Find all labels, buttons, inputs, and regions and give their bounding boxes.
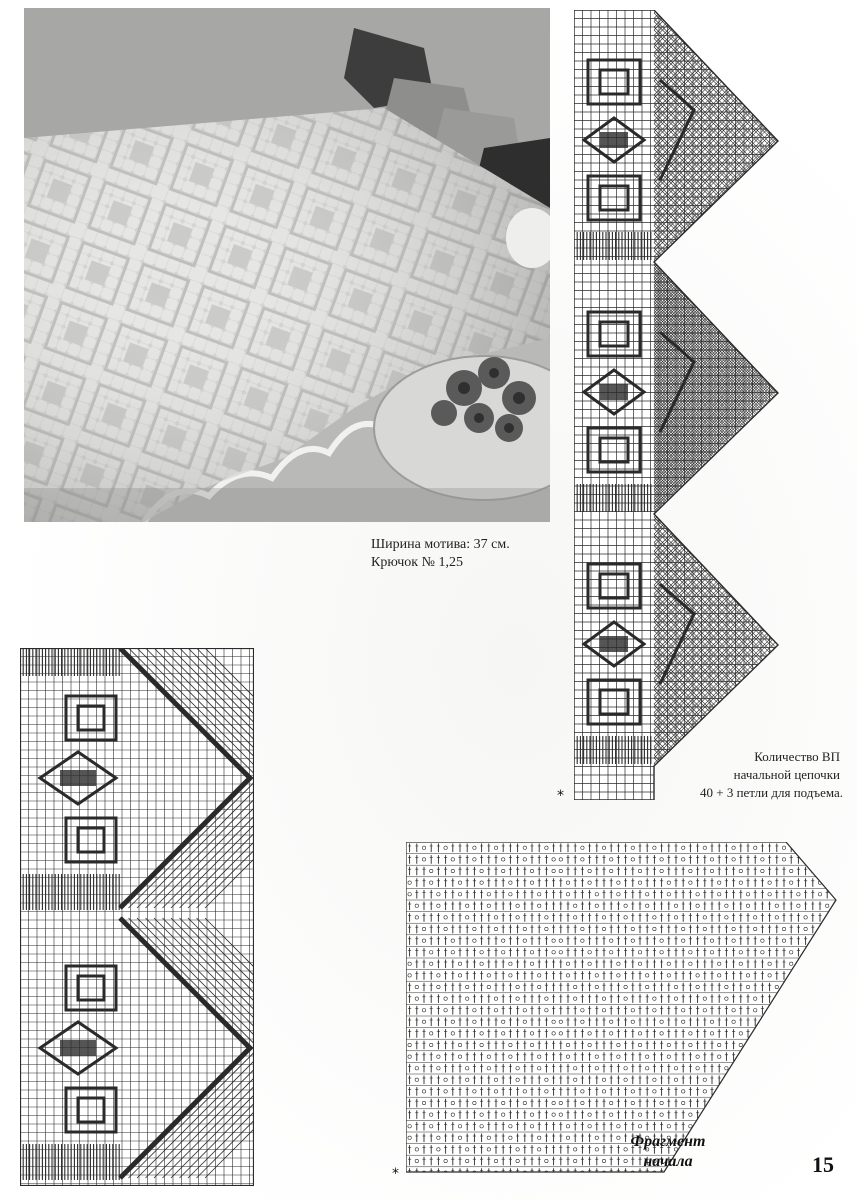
- start-asterisk-fragment: *: [392, 1166, 399, 1182]
- right-filet-chart: [574, 10, 780, 800]
- chain-note-line-3: 40 + 3 петли для подъема.: [700, 785, 844, 800]
- fragment-chart: [406, 842, 838, 1178]
- motif-caption: [371, 536, 510, 572]
- fragment-label: [618, 1132, 718, 1172]
- hook-size-text: Крючок № 1,25: [371, 555, 463, 570]
- chain-note-line-1: Количество ВП: [754, 749, 840, 764]
- start-asterisk-right-chart: *: [557, 788, 564, 804]
- bedspread-photo: [24, 8, 550, 522]
- fragment-label-line-2: начала: [643, 1153, 693, 1170]
- left-filet-chart: [20, 648, 254, 1186]
- page-number: 15: [812, 1152, 834, 1177]
- fragment-label-line-1: Фрагмент: [630, 1133, 706, 1150]
- starting-chain-note: [700, 748, 844, 802]
- chain-note-line-2: начальной цепочки: [733, 767, 840, 782]
- motif-width-text: Ширина мотива: 37 см.: [371, 537, 510, 552]
